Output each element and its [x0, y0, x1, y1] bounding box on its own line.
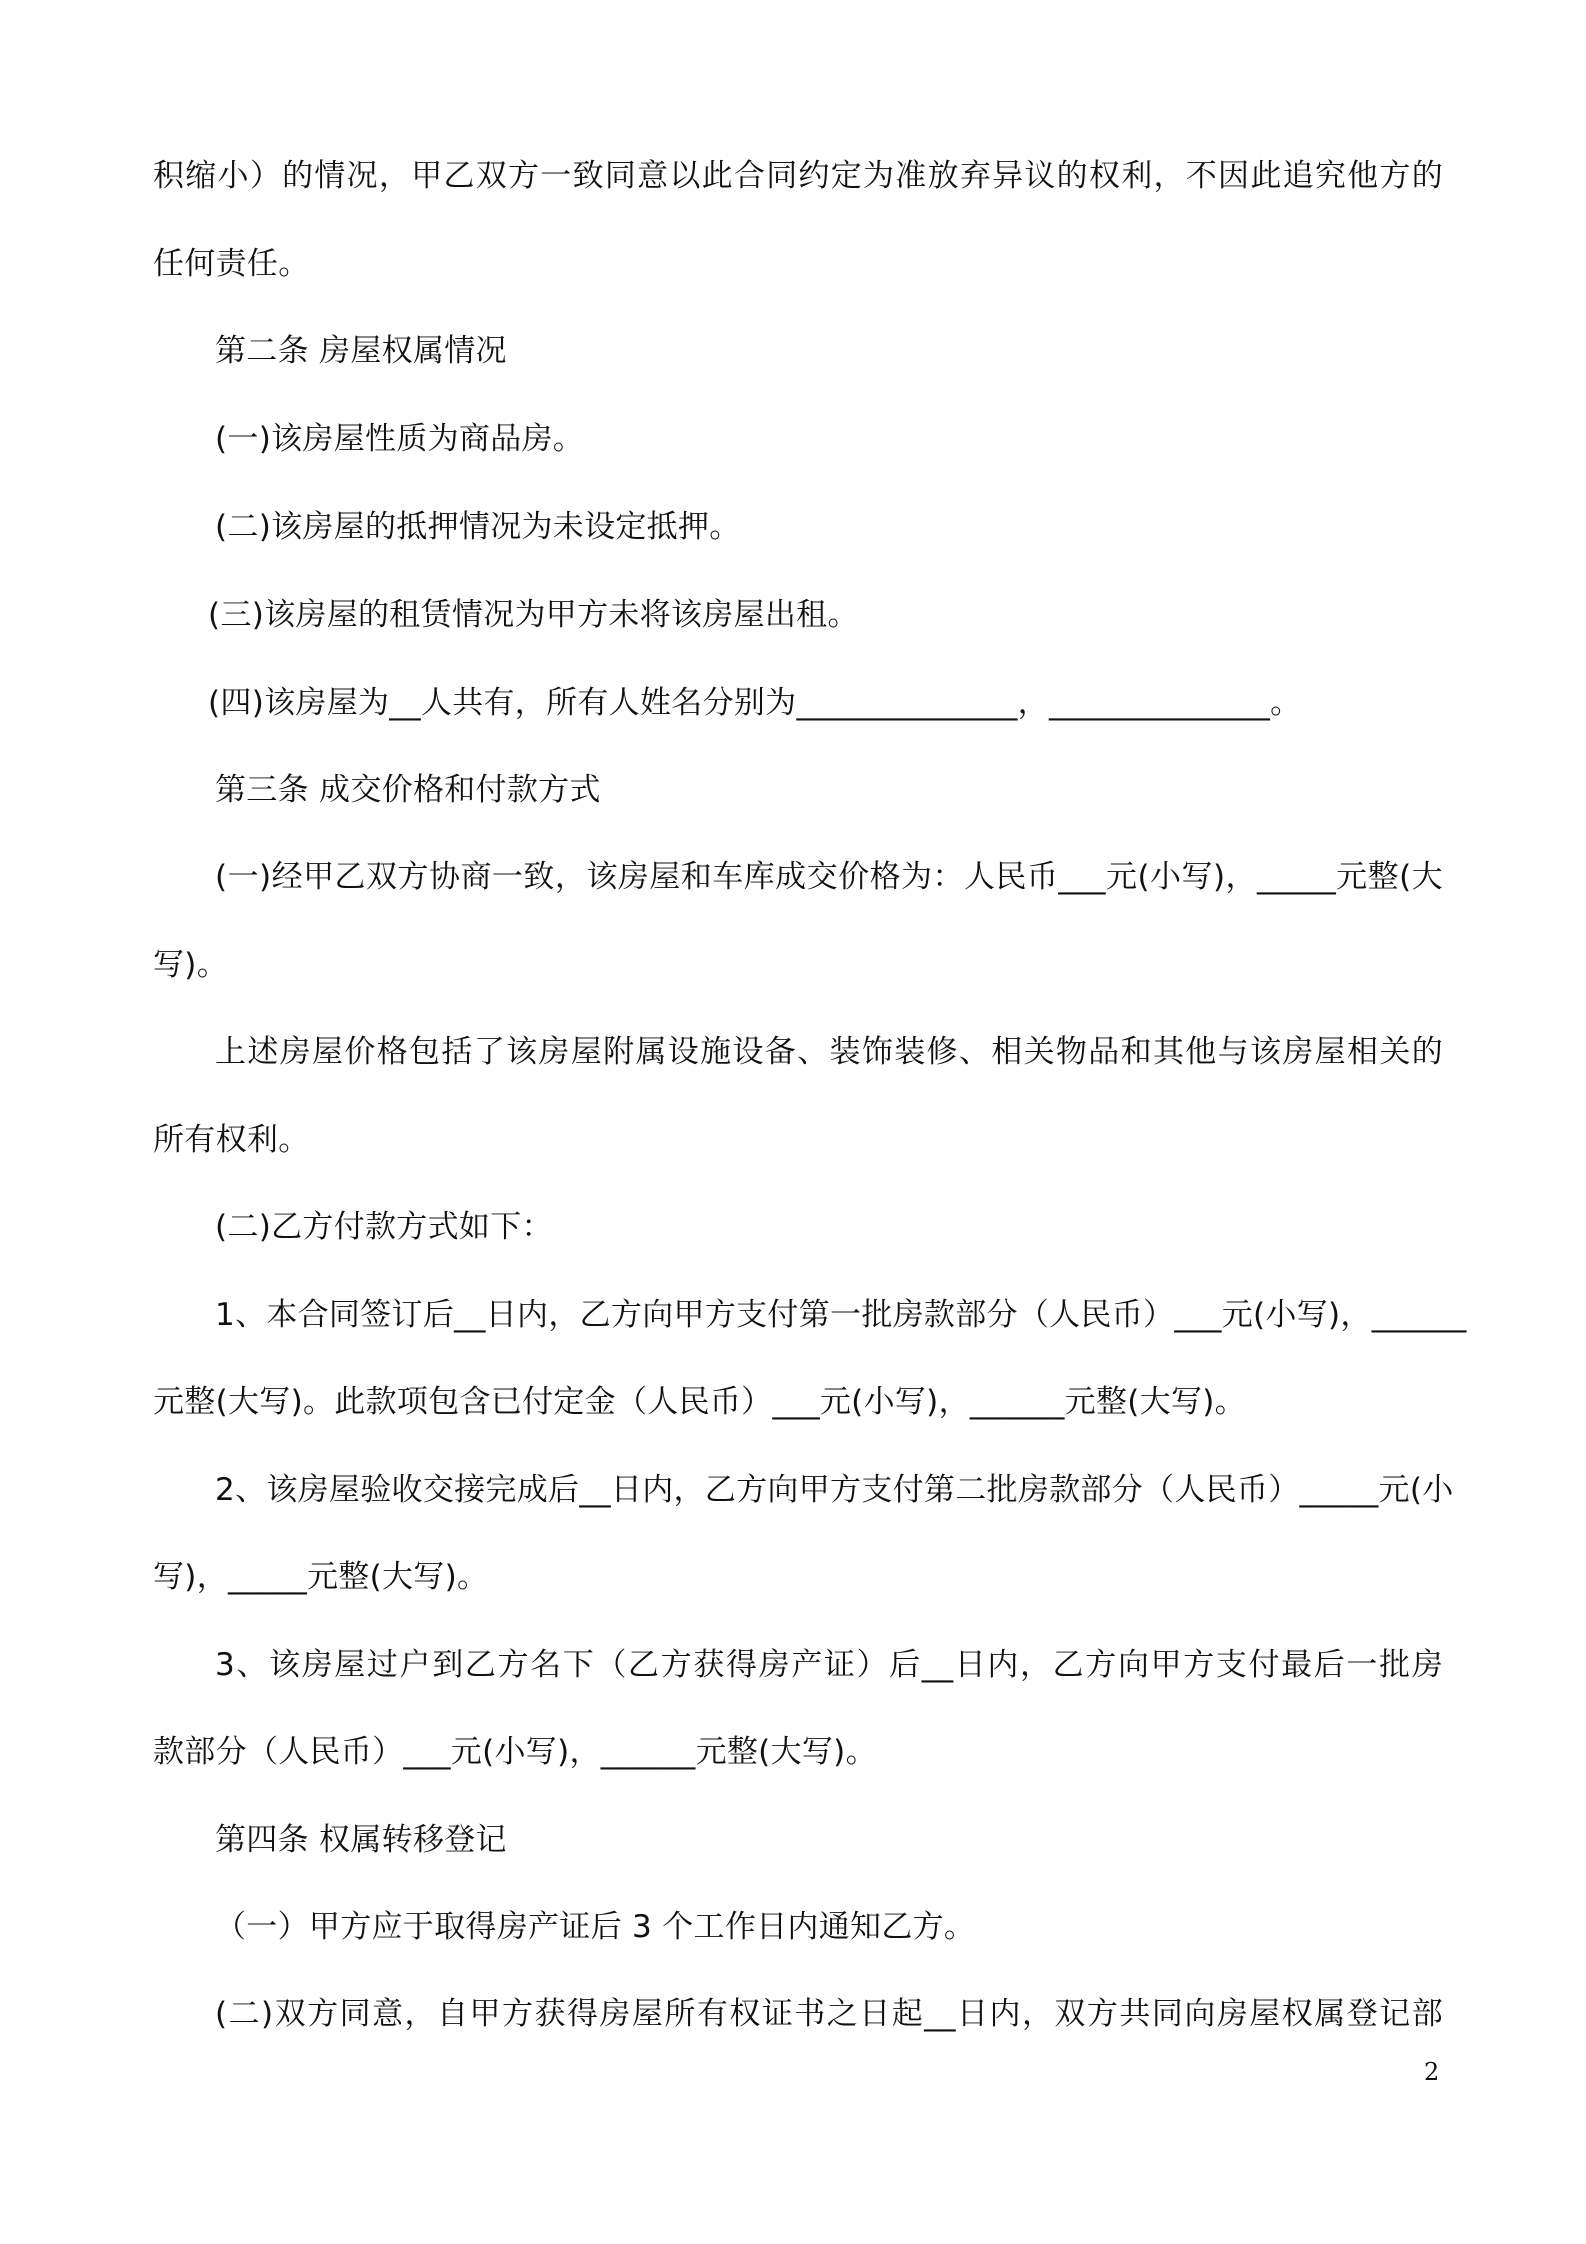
- text-line: 上述房屋价格包括了该房屋附属设施设备、装饰装修、相关物品和其他与该房屋相关的: [215, 1034, 1443, 1070]
- section-heading: 第二条 房屋权属情况: [215, 333, 507, 369]
- text-line: (四)该房屋为__人共有，所有人姓名分别为______________，______________。: [208, 685, 1302, 721]
- text-line: (一)该房屋性质为商品房。: [215, 421, 585, 457]
- text-line: 元整(大写)。此款项包含已付定金（人民币）___元(小写)，______元整(大写)。: [153, 1384, 1246, 1420]
- text-line: （一）甲方应于取得房产证后 3 个工作日内通知乙方。: [215, 1909, 976, 1945]
- text-line: 1、本合同签订后__日内，乙方向甲方支付第一批房款部分（人民币）___元(小写)，______: [215, 1297, 1467, 1333]
- text-line: (二)该房屋的抵押情况为未设定抵押。: [215, 509, 741, 545]
- page-number: 2: [1424, 2058, 1440, 2086]
- text-line: 所有权利。: [153, 1122, 310, 1158]
- section-heading: 第三条 成交价格和付款方式: [215, 772, 601, 808]
- text-line: 2、该房屋验收交接完成后__日内，乙方向甲方支付第二批房款部分（人民币）_____元(小: [215, 1472, 1454, 1508]
- text-line: (一)经甲乙双方协商一致，该房屋和车库成交价格为：人民币___元(小写)，_____元整(大: [215, 859, 1443, 895]
- text-line: (三)该房屋的租赁情况为甲方未将该房屋出租。: [208, 597, 859, 633]
- text-line: 任何责任。: [153, 246, 310, 282]
- text-line: 写)。: [153, 947, 228, 983]
- text-line: 款部分（人民币）___元(小写)，______元整(大写)。: [153, 1734, 877, 1770]
- text-line: 3、该房屋过户到乙方名下（乙方获得房产证）后__日内，乙方向甲方支付最后一批房: [215, 1647, 1443, 1683]
- text-line: (二)乙方付款方式如下：: [215, 1209, 553, 1245]
- text-line: 积缩小）的情况，甲乙双方一致同意以此合同约定为准放弃异议的权利，不因此追究他方的: [153, 158, 1443, 194]
- text-line: (二)双方同意，自甲方获得房屋所有权证书之日起__日内，双方共同向房屋权属登记部: [215, 1996, 1443, 2032]
- text-line: 写)，_____元整(大写)。: [153, 1559, 489, 1595]
- section-heading: 第四条 权属转移登记: [215, 1822, 507, 1858]
